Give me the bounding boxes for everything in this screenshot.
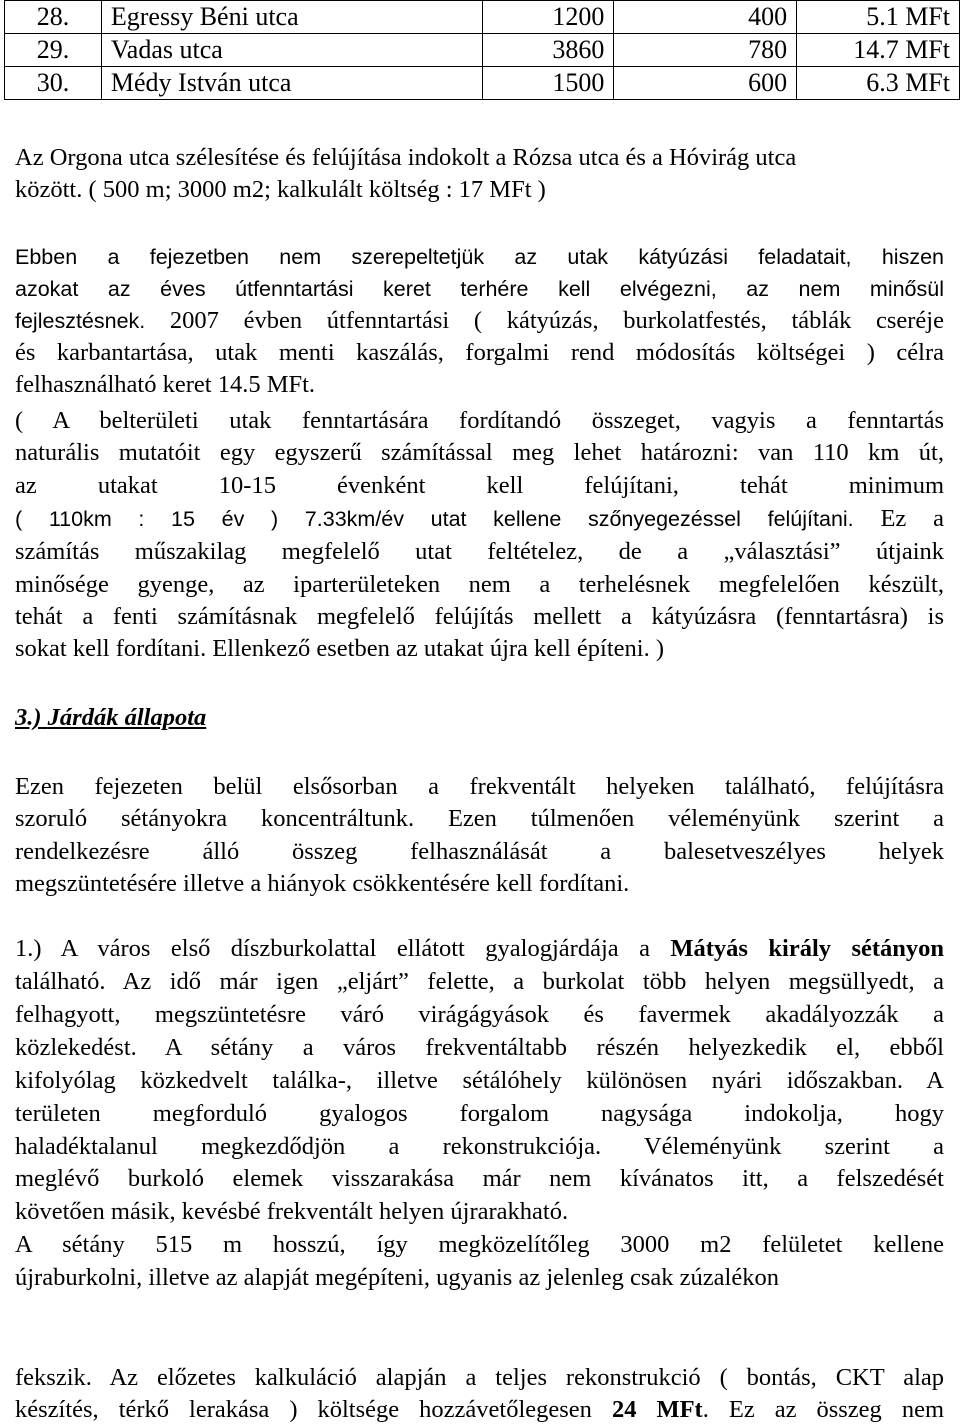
intro-line-1: Ezen fejezeten belül elsősorban a frekventált helyeken található, felújításra: [15, 773, 944, 800]
table-row: [5, 67, 960, 100]
chapter-line-3a: fejlesztésnek.: [15, 309, 146, 333]
item1-line-4: közlekedést. A sétány a város frekventáltabb részén helyezkedik el, ebből: [15, 1034, 944, 1061]
tail-line-2a: készítés, térkő lerakása ) költsége hozzávetőlegesen: [15, 1396, 612, 1423]
intro-line-4: megszüntetésére illetve a hiányok csökkentésére kell fordítani.: [15, 870, 630, 897]
section-title: Járdák állapota: [47, 704, 207, 731]
section-heading: [15, 702, 206, 734]
chapter-line-2: azokat az éves útfenntartási keret terhére kell elvégezni, az nem minősül: [15, 277, 944, 301]
road-area-cell: 780: [614, 34, 797, 67]
maint-line-6: minősége gyenge, az iparterületeken nem a terhelésnek megfelelően készült,: [15, 571, 944, 598]
road-cost-table: [4, 0, 960, 100]
maint-line-7: tehát a fenti számításnak megfelelő felújítás mellett a kátyúzásra (fenntartásra) is: [15, 603, 944, 630]
section-number: 3.): [15, 704, 42, 731]
intro-line-3: rendelkezésre álló összeg felhasználását a balesetveszélyes helyek: [15, 838, 944, 865]
road-area-cell: 400: [614, 1, 797, 34]
maint-line-4b: Ez a: [853, 505, 944, 532]
item1-line-7: haladéktalanul megkezdődjön a rekonstrukciója. Véleményünk szerint a: [15, 1133, 944, 1160]
item1-line-9: követően másik, kevésbé frekventált helyen újrarakható.: [15, 1198, 569, 1225]
maint-line-8: sokat kell fordítani. Ellenkező esetben az utakat újra kell építeni. ): [15, 635, 664, 662]
row-number-cell: 30.: [5, 67, 102, 100]
table-row: [5, 34, 960, 67]
maint-line-3: az utakat 10-15 évenként kell felújítani, tehát minimum: [15, 472, 944, 499]
row-number-cell: 28.: [5, 1, 102, 34]
road-length-cell: 1500: [482, 67, 614, 100]
item1-line-8: meglévő burkoló elemek visszarakása már nem kívánatos itt, a felszedését: [15, 1165, 944, 1192]
maint-line-1: ( A belterületi utak fenntartására fordítandó összeget, vagyis a fenntartás: [15, 407, 944, 434]
road-cost-cell: 14.7 MFt: [797, 34, 960, 67]
maint-line-5: számítás műszakilag megfelelő utat feltételez, de a „választási” útjaink: [15, 538, 944, 565]
chapter-line-3: [15, 305, 944, 337]
chapter-line-4: és karbantartása, utak menti kaszálás, forgalmi rend módosítás költségei ) célra: [15, 339, 944, 366]
road-length-cell: 3860: [482, 34, 614, 67]
chapter-line-5: felhasználható keret 14.5 MFt.: [15, 371, 316, 398]
item1-line-3: felhagyott, megszüntetésre váró virágágyások és favermek akadályozzák a: [15, 1001, 944, 1028]
chapter-line-3b: 2007 évben útfenntartási ( kátyúzás, burkolatfestés, táblák cseréje: [145, 307, 944, 334]
orgona-line-2: között. ( 500 m; 3000 m2; kalkulált költség : 17 MFt ): [15, 176, 546, 203]
item1-line-5: kifolyólag közkedvelt találka-, illetve sétálóhely különösen nyári időszakban. A: [15, 1067, 944, 1094]
mathias-promenade-name: Mátyás király sétányon: [670, 935, 945, 962]
tail-line-1: fekszik. Az előzetes kalkuláció alapján a teljes rekonstrukció ( bontás, CKT alap: [15, 1364, 944, 1391]
road-cost-cell: 5.1 MFt: [797, 1, 960, 34]
item1-line-1: [15, 933, 944, 965]
tail-line-2: [15, 1394, 944, 1426]
street-name-cell: Egressy Béni utca: [101, 1, 482, 34]
item1-line-1a: 1.) A város első díszburkolattal ellátott gyalogjárdája a: [15, 935, 671, 962]
item1-line-6: területen megforduló gyalogos forgalom nagysága indokolja, hogy: [15, 1100, 944, 1127]
street-name-cell: Vadas utca: [101, 34, 482, 67]
maint-line-4a: ( 110km : 15 év ) 7.33km/év utat kellene szőnyegezéssel felújítani.: [15, 507, 854, 531]
chapter-line-1: Ebben a fejezetben nem szerepeltetjük az utak kátyúzási feladatait, hiszen: [15, 245, 944, 269]
maint-line-2: naturális mutatóit egy egyszerű számítással meg lehet határozni: van 110 km út,: [15, 439, 944, 466]
item1-line-10: A sétány 515 m hosszú, így megközelítőleg 3000 m2 felületet kellene: [15, 1231, 944, 1258]
row-number-cell: 29.: [5, 34, 102, 67]
road-area-cell: 600: [614, 67, 797, 100]
total-cost: 24 MFt: [611, 1396, 703, 1423]
tail-line-2c: . Ez az összeg nem: [702, 1396, 944, 1423]
intro-line-2: szoruló sétányokra koncentráltunk. Ezen túlmenően véleményünk szerint a: [15, 805, 944, 832]
street-name-cell: Médy István utca: [101, 67, 482, 100]
road-length-cell: 1200: [482, 1, 614, 34]
item1-line-2: található. Az idő már igen „eljárt” felette, a burkolat több helyen megsüllyedt, a: [15, 968, 944, 995]
road-cost-cell: 6.3 MFt: [797, 67, 960, 100]
maint-line-4: [15, 503, 944, 535]
table-row: [5, 1, 960, 34]
orgona-line-1: Az Orgona utca szélesítése és felújítása indokolt a Rózsa utca és a Hóvirág utca: [15, 144, 797, 171]
item1-line-11: újraburkolni, illetve az alapját megépíteni, ugyanis az jelenleg csak zúzalékon: [15, 1264, 779, 1291]
